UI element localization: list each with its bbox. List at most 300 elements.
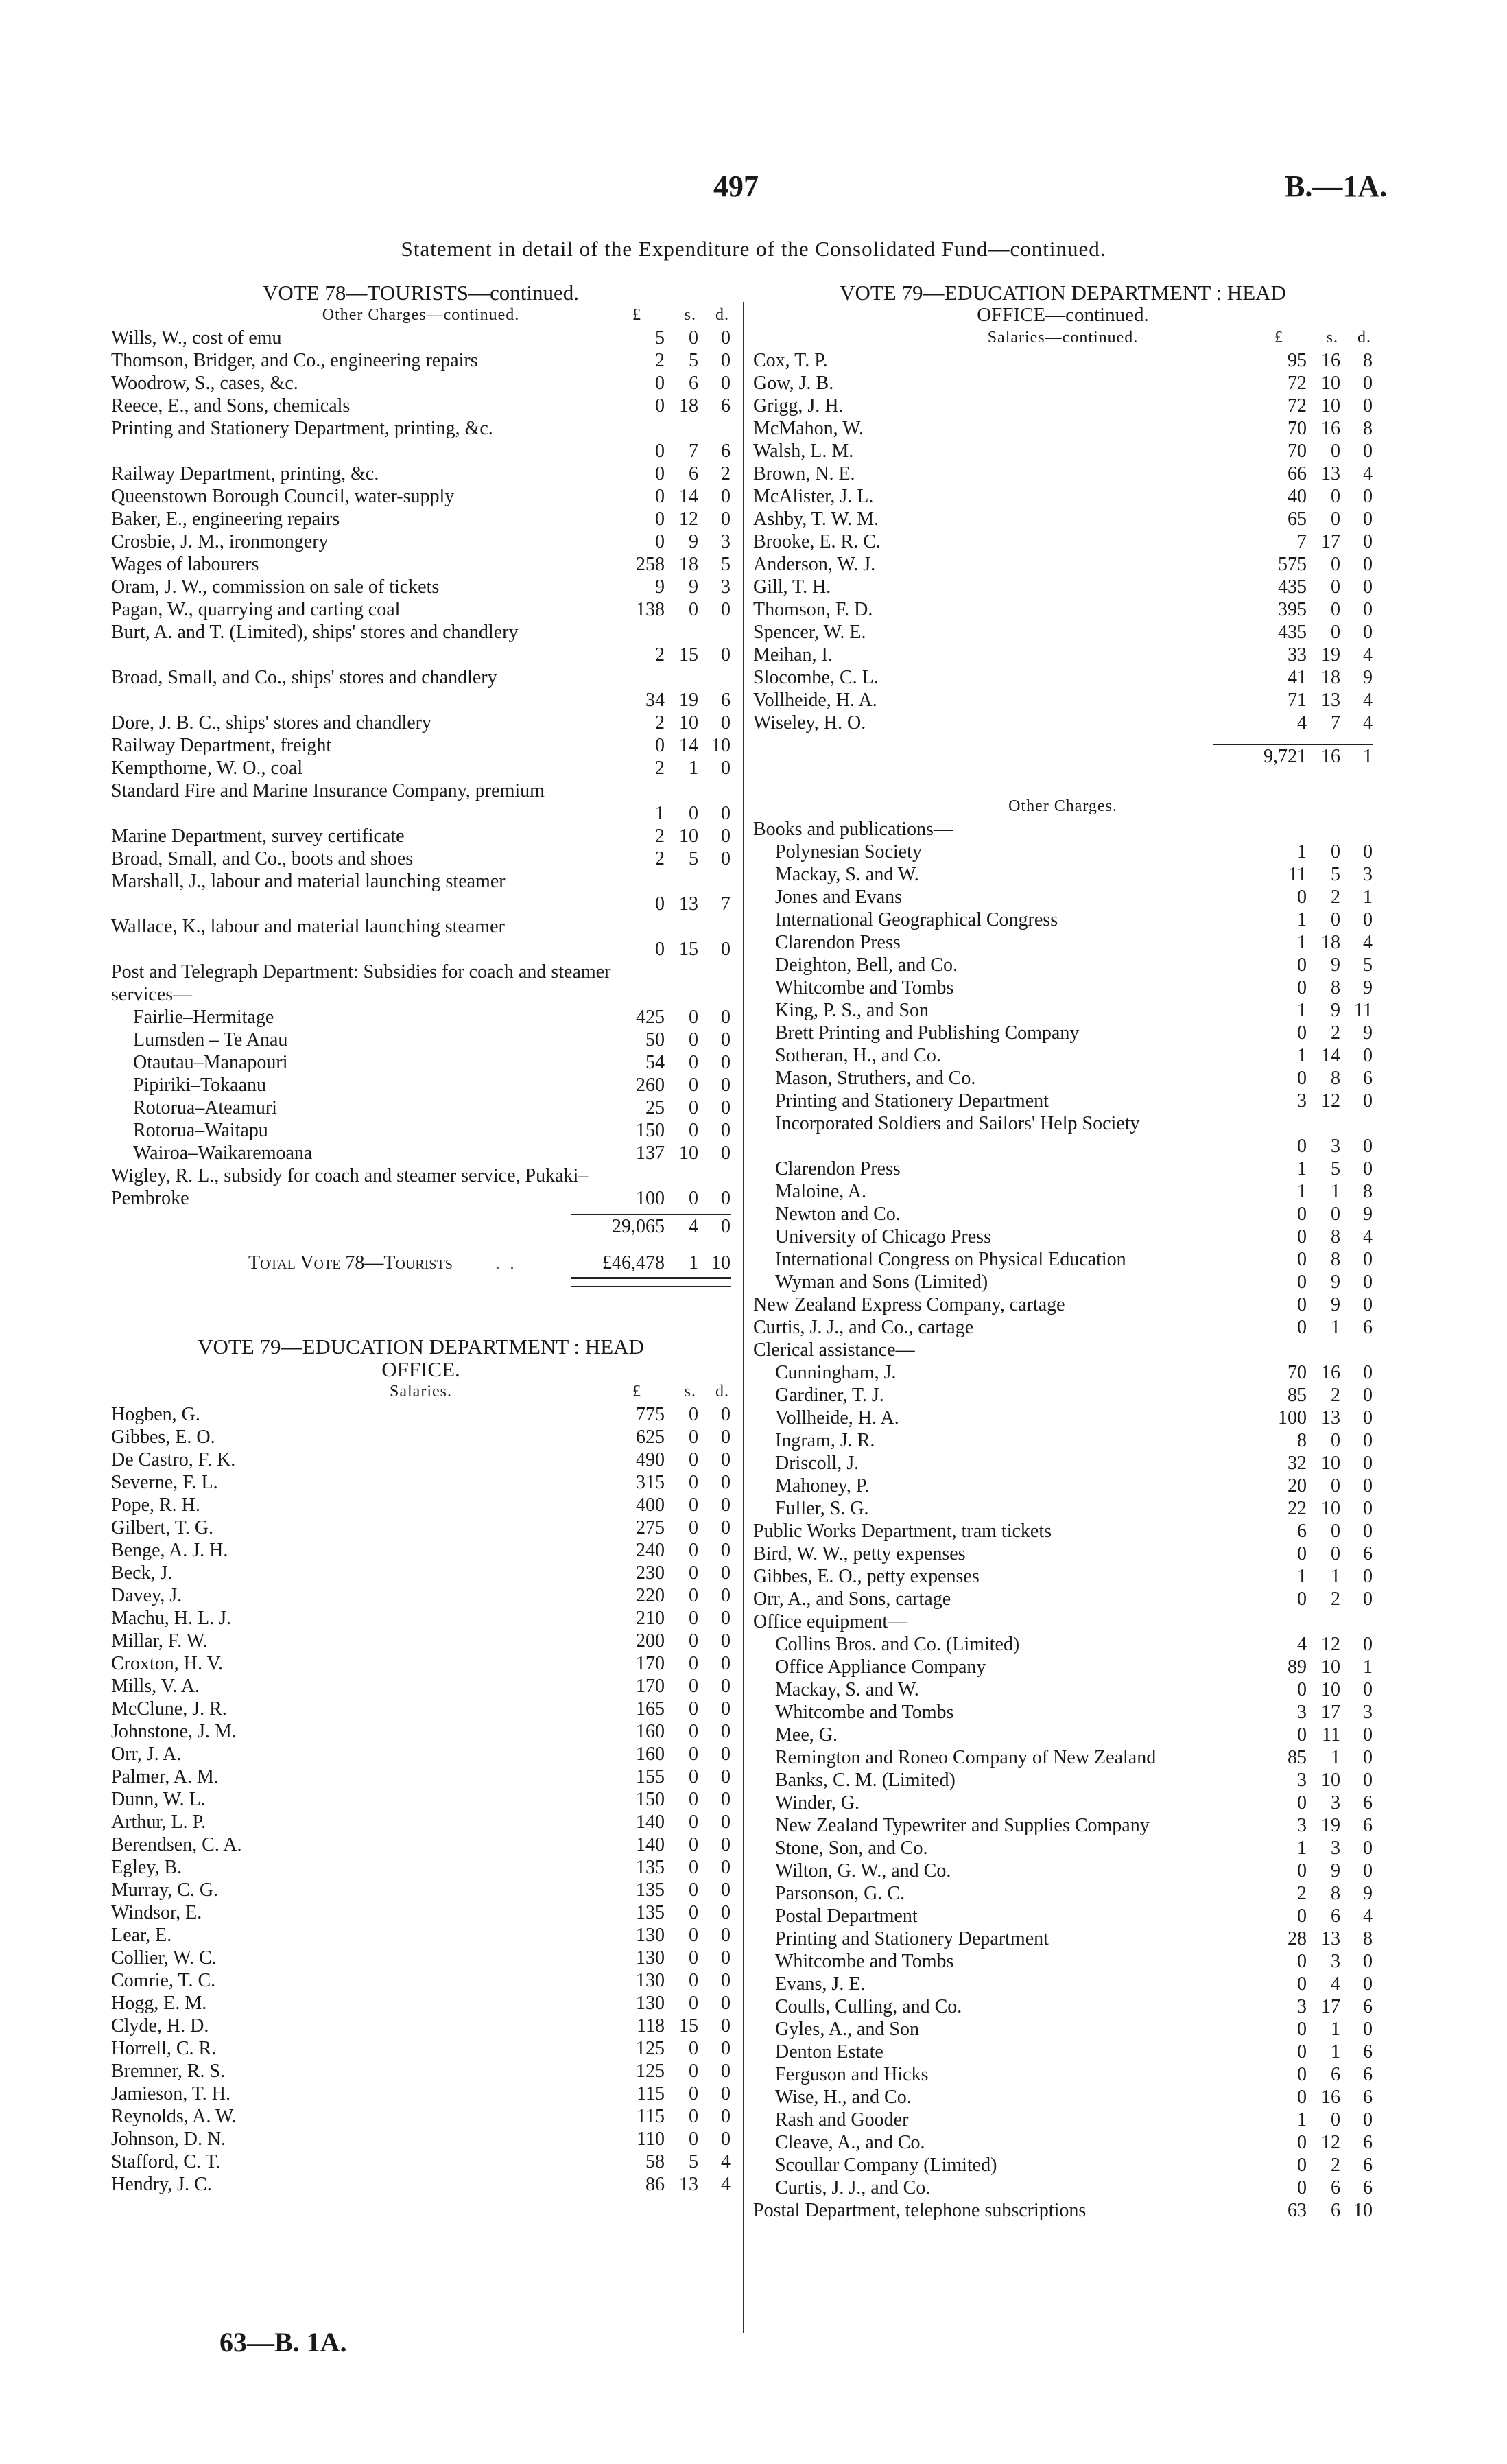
vote79-salary-row-shillings: 5	[689, 2151, 698, 2172]
right-column	[753, 281, 1373, 2222]
vote79-cont-salary-row-name: Brooke, E. R. C.	[753, 531, 881, 552]
other-charges-row	[753, 2086, 1373, 2109]
other-charges-row-shillings: 6	[1331, 1905, 1340, 1927]
column-divider	[743, 302, 744, 2333]
other-charges-row-name: Orr, A., and Sons, cartage	[753, 1588, 951, 1610]
other-charges-row-pounds: 1	[1297, 909, 1307, 930]
vote79-salary-row	[111, 1539, 731, 1562]
vote78-row-pounds: 138	[636, 599, 665, 620]
vote79-salary-row-pence: 0	[721, 1494, 731, 1516]
vote78-row-name: Standard Fire and Marine Insurance Company, premium	[111, 780, 545, 801]
other-charges-row-pence: 9	[1363, 1022, 1373, 1044]
other-charges-row-shillings: 0	[1331, 841, 1340, 863]
vote79-salary-row-pounds: 625	[636, 1427, 665, 1448]
other-charges-row-pounds: 0	[1297, 887, 1307, 908]
vote78-row	[111, 1006, 731, 1029]
vote78-row	[111, 462, 731, 485]
other-charges-row-shillings: 1	[1331, 2041, 1340, 2063]
other-charges-row-shillings: 9	[1331, 1000, 1340, 1021]
other-charges-row	[753, 1520, 1373, 1542]
vote78-row-shillings: 12	[679, 508, 698, 530]
other-charges-row-shillings: 16	[1321, 1362, 1340, 1383]
vote79-cont-salary-row-pence: 8	[1363, 350, 1373, 371]
leader-dots: ..	[495, 1252, 524, 1274]
vote78-row	[111, 327, 731, 349]
vote79-salary-row-name: Severne, F. L.	[111, 1472, 218, 1493]
vote78-row	[111, 847, 731, 870]
vote79-cont-salary-row-pounds: 575	[1278, 554, 1307, 575]
vote78-row-name: Railway Department, freight	[111, 735, 332, 756]
vote78-row-shillings: 18	[679, 554, 698, 575]
other-charges-row	[753, 1452, 1373, 1475]
vote79-salary-row	[111, 2037, 731, 2060]
other-charges-row-pence: 3	[1363, 1702, 1373, 1723]
other-charges-row-shillings: 2	[1331, 1022, 1340, 1044]
other-charges-row-pence: 6	[1363, 1068, 1373, 1089]
vote79-salary-row	[111, 2105, 731, 2128]
vote78-row-shillings: 0	[689, 1188, 698, 1209]
vote79-salary-row	[111, 1471, 731, 1494]
vote79-salary-row-pence: 0	[721, 2083, 731, 2104]
other-charges-row	[753, 1271, 1373, 1293]
other-charges-row-pounds: 0	[1297, 1724, 1307, 1746]
vote79-cont-salary-row-shillings: 17	[1321, 531, 1340, 552]
other-charges-row-name: Brett Printing and Publishing Company	[775, 1022, 1080, 1044]
vote79-salary-row-name: Davey, J.	[111, 1585, 182, 1606]
vote79-salary-row-pounds: 775	[636, 1404, 665, 1425]
vote79-salary-row-shillings: 0	[689, 1517, 698, 1538]
vote79-salary-row-pounds: 130	[636, 1925, 665, 1946]
vote79-salary-row-name: Hogben, G.	[111, 1404, 200, 1425]
other-charges-row-pence: 6	[1363, 2177, 1373, 2198]
vote79-salary-row-pounds: 275	[636, 1517, 665, 1538]
vote79-cont-salary-row	[753, 508, 1373, 530]
other-charges-row-shillings: 10	[1321, 1679, 1340, 1700]
other-charges-row-name: Wyman and Sons (Limited)	[775, 1271, 988, 1293]
vote78-row	[111, 621, 731, 666]
vote79-cont-salary-row-name: Brown, N. E.	[753, 463, 855, 484]
other-charges-row-name: Coulls, Culling, and Co.	[775, 1996, 962, 2017]
other-charges-row-name: Books and publications—	[753, 819, 953, 840]
vote78-row	[111, 1119, 731, 1142]
pounds-head: £	[632, 306, 641, 324]
other-charges-row-shillings: 9	[1331, 1860, 1340, 1881]
vote79-cont-salary-row-pence: 0	[1363, 622, 1373, 643]
vote78-row-name: Broad, Small, and Co., boots and shoes	[111, 848, 414, 869]
other-charges-row-shillings: 8	[1331, 1883, 1340, 1904]
vote79-salary-row-pence: 0	[721, 2015, 731, 2037]
vote79-salary-row-name: Hogg, E. M.	[111, 1993, 207, 2014]
other-charges-row-pence: 0	[1363, 1045, 1373, 1066]
vote78-row-name: Dore, J. B. C., ships' stores and chandlery	[111, 712, 431, 734]
vote79-salary-row-name: Berendsen, C. A.	[111, 1834, 242, 1855]
vote79-cont-salary-row-pence: 0	[1363, 441, 1373, 462]
vote78-row	[111, 417, 731, 462]
vote79-cont-salary-row-pence: 4	[1363, 690, 1373, 711]
vote79-salary-row-pounds: 140	[636, 1834, 665, 1855]
shillings-head: s.	[1326, 329, 1338, 347]
vote79-salary-row	[111, 1448, 731, 1471]
other-charges-row-shillings: 10	[1321, 1770, 1340, 1791]
other-charges-row	[753, 1814, 1373, 1837]
vote79-salary-row-shillings: 0	[689, 1993, 698, 2014]
other-charges-row	[753, 1746, 1373, 1769]
vote79-cont-salary-row-pence: 0	[1363, 599, 1373, 620]
vote79-cont-salary-row-name: Thomson, F. D.	[753, 599, 873, 620]
vote79-cont-salary-row	[753, 530, 1373, 553]
other-charges-row-name: Clarendon Press	[775, 932, 901, 953]
other-charges-row-name: New Zealand Typewriter and Supplies Company	[775, 1815, 1150, 1836]
vote79-salary-row-pounds: 115	[637, 2083, 665, 2104]
vote78-row-shillings: 18	[679, 395, 698, 416]
other-charges-row	[753, 931, 1373, 954]
vote79-cont-salary-row	[753, 598, 1373, 621]
other-charges-row	[753, 1475, 1373, 1497]
other-charges-row	[753, 1067, 1373, 1090]
vote79-salary-row	[111, 1698, 731, 1720]
vote78-row	[111, 576, 731, 598]
vote79-cont-salary-row	[753, 349, 1373, 372]
other-charges-row-shillings: 4	[1331, 1973, 1340, 1995]
other-charges-row-name: Ingram, J. R.	[775, 1430, 875, 1451]
vote78-row	[111, 1074, 731, 1096]
vote79-salary-row-shillings: 0	[689, 2038, 698, 2059]
vote79-cont-salary-row-shillings: 18	[1321, 667, 1340, 688]
other-charges-row-pence: 0	[1363, 1724, 1373, 1746]
other-charges-row-pence: 0	[1363, 1588, 1373, 1610]
vote79-cont-heading-line2: OFFICE—continued.	[977, 304, 1149, 326]
other-charges-row-shillings: 13	[1321, 1407, 1340, 1429]
vote79-cont-salary-row-pounds: 65	[1288, 508, 1307, 530]
vote79-salary-row-pence: 0	[721, 1540, 731, 1561]
vote79-cont-salary-row	[753, 462, 1373, 485]
vote79-cont-salary-row-pence: 0	[1363, 486, 1373, 507]
other-charges-row	[753, 1112, 1373, 1158]
other-charges-row-pence: 0	[1363, 1747, 1373, 1768]
vote79-cont-salary-row-pounds: 7	[1297, 531, 1307, 552]
other-charges-row-pence: 1	[1363, 1656, 1373, 1678]
other-charges-row	[753, 1724, 1373, 1746]
other-charges-row-pence: 0	[1363, 1951, 1373, 1972]
vote78-row-pence: 5	[721, 554, 731, 575]
vote78-row	[111, 779, 731, 825]
other-charges-row-name: New Zealand Express Company, cartage	[753, 1294, 1065, 1315]
other-charges-row-shillings: 1	[1331, 1747, 1340, 1768]
vote79-cont-heading-line1: VOTE 79—EDUCATION DEPARTMENT : HEAD	[840, 281, 1286, 305]
vote79-cont-salary-row-shillings: 0	[1331, 622, 1340, 643]
vote79-cont-salary-row-name: Vollheide, H. A.	[753, 690, 877, 711]
vote79-salary-row-shillings: 0	[689, 1698, 698, 1720]
vote79-salary-row-pence: 0	[721, 1947, 731, 1969]
vote79-cont-salary-row	[753, 712, 1373, 734]
other-charges-row	[753, 1678, 1373, 1701]
vote79-salary-row-pence: 0	[721, 2128, 731, 2150]
vote79-salary-row-pounds: 170	[636, 1653, 665, 1674]
other-charges-row-pounds: 0	[1297, 1136, 1307, 1157]
other-charges-row-pounds: 4	[1297, 1634, 1307, 1655]
vote78-row-pence: 0	[721, 644, 731, 666]
vote79-subtotal-pence: 1	[1363, 746, 1373, 767]
vote79-salary-row-name: Machu, H. L. J.	[111, 1608, 231, 1629]
vote78-row	[111, 870, 731, 915]
vote78-row-pence: 6	[721, 441, 731, 462]
vote78-heading: VOTE 78—TOURISTS—continued.	[263, 281, 579, 305]
vote78-row-pounds: 0	[655, 373, 665, 394]
other-charges-row-pounds: 11	[1288, 864, 1307, 885]
other-charges-row-pounds: 0	[1297, 1860, 1307, 1881]
vote79-salary-row-name: Johnson, D. N.	[111, 2128, 226, 2150]
other-charges-row-pence: 0	[1363, 1860, 1373, 1881]
vote79-salary-row-pence: 0	[721, 1902, 731, 1923]
vote78-row-pounds: 0	[655, 508, 665, 530]
vote78-row-pence: 0	[721, 373, 731, 394]
other-charges-row	[753, 1316, 1373, 1339]
other-charges-row	[753, 1905, 1373, 1927]
vote79-cont-salary-row-pounds: 71	[1288, 690, 1307, 711]
vote79-salary-row	[111, 1788, 731, 1811]
vote79-salary-row-pounds: 135	[636, 1879, 665, 1901]
vote78-row	[111, 395, 731, 417]
other-charges-row	[753, 1429, 1373, 1452]
vote78-row-pence: 6	[721, 395, 731, 416]
other-charges-row-name: Postal Department	[775, 1905, 918, 1927]
vote79-cont-salary-row-pounds: 40	[1288, 486, 1307, 507]
vote79-salary-row-name: Beck, J.	[111, 1562, 173, 1584]
other-charges-row-pence: 0	[1363, 2109, 1373, 2131]
vote79-salary-row-name: Croxton, H. V.	[111, 1653, 224, 1674]
other-charges-row-shillings: 3	[1331, 1792, 1340, 1814]
vote79-cont-salary-row	[753, 666, 1373, 689]
vote78-row-pounds: 2	[655, 712, 665, 734]
other-charges-row	[753, 999, 1373, 1022]
vote79-salary-row	[111, 2015, 731, 2037]
other-charges-row-pence: 0	[1363, 1453, 1373, 1474]
other-charges-row-name: University of Chicago Press	[775, 1226, 991, 1247]
vote79-salary-row	[111, 1765, 731, 1788]
vote78-row-shillings: 0	[689, 1007, 698, 1028]
vote78-row-pence: 0	[721, 848, 731, 869]
vote79-salary-row-shillings: 0	[689, 1585, 698, 1606]
vote79-cont-salary-row-pence: 9	[1363, 667, 1373, 688]
vote79-cont-salary-row-shillings: 10	[1321, 395, 1340, 416]
other-charges-row-name: Driscoll, J.	[775, 1453, 859, 1474]
other-charges-row-pence: 11	[1354, 1000, 1373, 1021]
other-charges-row-pounds: 0	[1297, 2041, 1307, 2063]
other-charges-row-pounds: 0	[1297, 1226, 1307, 1247]
vote79-salary-row	[111, 1675, 731, 1698]
vote79-salary-row-pence: 0	[721, 1879, 731, 1901]
vote79-salary-row-pounds: 200	[636, 1630, 665, 1652]
vote78-row-pence: 0	[721, 803, 731, 824]
other-charges-row	[753, 1090, 1373, 1112]
vote79-salary-row-pence: 0	[721, 1427, 731, 1448]
other-charges-row-pounds: 1	[1297, 1838, 1307, 1859]
vote79-salary-row	[111, 1811, 731, 1833]
vote79-salary-row	[111, 2082, 731, 2105]
other-charges-row-pounds: 85	[1288, 1385, 1307, 1406]
vote78-row-pounds: 150	[636, 1120, 665, 1141]
vote79-salary-row-shillings: 0	[689, 1562, 698, 1584]
vote79-salary-row-name: Mills, V. A.	[111, 1676, 200, 1697]
other-charges-row	[753, 1361, 1373, 1384]
vote78-row-name: Marine Department, survey certificate	[111, 825, 405, 847]
other-charges-row-shillings: 5	[1331, 1158, 1340, 1180]
vote79-cont-salary-row-pounds: 435	[1278, 576, 1307, 598]
vote79-cont-salary-row	[753, 621, 1373, 644]
other-charges-row-name: Wise, H., and Co.	[775, 2087, 912, 2108]
vote79-salary-row	[111, 1969, 731, 1992]
other-charges-row-pence: 0	[1363, 1249, 1373, 1270]
pounds-head: £	[632, 1383, 641, 1400]
vote78-row-name: Otautau–Manapouri	[133, 1052, 288, 1073]
other-charges-row	[753, 1339, 1373, 1361]
other-charges-row-pence: 6	[1363, 1996, 1373, 2017]
vote79-cont-salary-row-name: Ashby, T. W. M.	[753, 508, 879, 530]
other-charges-row-pounds: 3	[1297, 1702, 1307, 1723]
vote78-row-shillings: 0	[689, 1052, 698, 1073]
other-charges-row-pounds: 0	[1297, 1068, 1307, 1089]
vote79-salary-row-shillings: 0	[689, 1721, 698, 1742]
vote79-salary-row-shillings: 0	[689, 1744, 698, 1765]
vote79-salary-row-shillings: 0	[689, 1766, 698, 1787]
other-charges-row-name: Whitcombe and Tombs	[775, 1702, 954, 1723]
vote78-row-shillings: 9	[689, 531, 698, 552]
other-charges-row-pence: 4	[1363, 932, 1373, 953]
other-charges-rows	[753, 818, 1373, 2222]
vote78-row-shillings: 0	[689, 327, 698, 349]
vote79-cont-salary-row	[753, 644, 1373, 666]
vote79-salary-row-shillings: 0	[689, 1449, 698, 1470]
vote79-salary-row-pence: 0	[721, 1653, 731, 1674]
vote79-cont-salary-row	[753, 372, 1373, 395]
other-charges-row-pounds: 3	[1297, 1770, 1307, 1791]
vote78-row-pounds: 425	[636, 1007, 665, 1028]
other-charges-row-pounds: 63	[1288, 2200, 1307, 2221]
other-charges-row-pence: 6	[1363, 2064, 1373, 2085]
vote79-salary-row	[111, 1403, 731, 1426]
other-charges-row-name: Incorporated Soldiers and Sailors' Help Society	[775, 1113, 1140, 1134]
money-column-heads	[1213, 327, 1373, 349]
other-charges-row-pounds: 1	[1297, 1045, 1307, 1066]
vote79-salary-row-pence: 0	[721, 1857, 731, 1878]
vote78-row-pounds: 25	[645, 1097, 665, 1118]
vote79-salary-row-pence: 0	[721, 1811, 731, 1833]
other-charges-row-shillings: 6	[1331, 2200, 1340, 2221]
vote79-cont-salary-row-shillings: 16	[1321, 418, 1340, 439]
other-charges-row-name: Gyles, A., and Son	[775, 2019, 919, 2040]
other-charges-row-shillings: 1	[1331, 2019, 1340, 2040]
vote78-row-pounds: 2	[655, 825, 665, 847]
vote78-row-pence: 0	[721, 327, 731, 349]
vote78-row	[111, 1164, 731, 1210]
other-charges-row-name: International Geographical Congress	[775, 909, 1058, 930]
page-footer-reference: 63—B. 1A.	[219, 2327, 347, 2358]
vote78-row-pence: 3	[721, 531, 731, 552]
other-charges-row	[753, 1044, 1373, 1067]
other-charges-row-name: Bird, W. W., petty expenses	[753, 1543, 966, 1564]
vote78-row-name: Rotorua–Waitapu	[133, 1120, 268, 1141]
other-charges-row-pence: 0	[1363, 1838, 1373, 1859]
vote79-cont-salary-row-pence: 4	[1363, 644, 1373, 666]
pence-head: d.	[715, 1383, 729, 1400]
other-charges-row-shillings: 5	[1331, 864, 1340, 885]
vote78-row-pence: 0	[721, 508, 731, 530]
vote78-row-name: Oram, J. W., commission on sale of tickets	[111, 576, 440, 598]
other-charges-row-name: Postal Department, telephone subscriptions	[753, 2200, 1087, 2221]
vote79-salary-row	[111, 1584, 731, 1607]
vote79-salary-row	[111, 1720, 731, 1743]
other-charges-row	[753, 1769, 1373, 1792]
vote79-salary-row-pounds: 140	[636, 1811, 665, 1833]
vote78-row-name: Wairoa–Waikaremoana	[133, 1142, 313, 1164]
vote79-cont-salary-row-name: Grigg, J. H.	[753, 395, 844, 416]
vote79-cont-salary-row	[753, 689, 1373, 712]
other-charges-row-shillings: 0	[1331, 1430, 1340, 1451]
vote79-cont-salary-row-pounds: 435	[1278, 622, 1307, 643]
other-charges-row-shillings: 2	[1331, 2155, 1340, 2176]
vote79-cont-salary-row-name: Cox, T. P.	[753, 350, 828, 371]
other-charges-row-shillings: 8	[1331, 977, 1340, 998]
vote78-row-name: Pagan, W., quarrying and carting coal	[111, 599, 401, 620]
other-charges-row-pence: 6	[1363, 1815, 1373, 1836]
vote78-row-pounds: 54	[645, 1052, 665, 1073]
vote79-salary-row-name: Egley, B.	[111, 1857, 182, 1878]
other-charges-row-pounds: 0	[1297, 954, 1307, 976]
vote78-row	[111, 485, 731, 508]
vote78-row	[111, 712, 731, 734]
other-charges-row-pounds: 0	[1297, 2132, 1307, 2153]
vote79-salary-row-name: De Castro, F. K.	[111, 1449, 236, 1470]
vote79-salary-row-name: Johnstone, J. M.	[111, 1721, 237, 1742]
other-charges-row-pounds: 3	[1297, 1996, 1307, 2017]
vote78-subtotal-row	[571, 1214, 731, 1238]
other-charges-row	[753, 886, 1373, 908]
other-charges-row	[753, 1248, 1373, 1271]
other-charges-row-name: Gibbes, E. O., petty expenses	[753, 1566, 980, 1587]
vote79-salary-row-pence: 0	[721, 1789, 731, 1810]
vote79-cont-salary-row-shillings: 13	[1321, 463, 1340, 484]
vote78-row	[111, 1051, 731, 1074]
vote78-row	[111, 372, 731, 395]
vote79-salary-row-pence: 0	[721, 1404, 731, 1425]
vote79-salary-row-shillings: 0	[689, 1811, 698, 1833]
vote79-cont-salary-row-name: McMahon, W.	[753, 418, 864, 439]
other-charges-row-shillings: 10	[1321, 1453, 1340, 1474]
other-charges-row-name: Vollheide, H. A.	[775, 1407, 899, 1429]
vote78-row-name: Wages of labourers	[111, 554, 259, 575]
vote78-row-pounds: 1	[655, 803, 665, 824]
vote78-total-row	[111, 1252, 731, 1274]
other-charges-row-name: Collins Bros. and Co. (Limited)	[775, 1634, 1020, 1655]
other-charges-row	[753, 1180, 1373, 1203]
vote78-row-shillings: 0	[689, 1075, 698, 1096]
vote79-salary-row-pence: 4	[721, 2174, 731, 2195]
other-charges-row-pounds: 22	[1288, 1498, 1307, 1519]
vote79-salary-row-shillings: 0	[689, 1970, 698, 1991]
vote79-salary-row-name: Horrell, C. R.	[111, 2038, 217, 2059]
vote79-salary-row-pence: 4	[721, 2151, 731, 2172]
vote79-salary-row-pounds: 130	[636, 1970, 665, 1991]
vote79-cont-salary-row-name: Spencer, W. E.	[753, 622, 866, 643]
other-charges-row-name: Printing and Stationery Department	[775, 1090, 1049, 1112]
other-charges-row-pounds: 0	[1297, 1271, 1307, 1293]
other-charges-row-pounds: 0	[1297, 1294, 1307, 1315]
vote78-row-name: Wigley, R. L., subsidy for coach and steamer service, Pukaki–Pembroke	[111, 1165, 589, 1209]
other-charges-row-pounds: 0	[1297, 2155, 1307, 2176]
other-charges-row-name: Ferguson and Hicks	[775, 2064, 929, 2085]
vote78-row-pounds: 0	[655, 893, 665, 915]
other-charges-row-pounds: 0	[1297, 1022, 1307, 1044]
